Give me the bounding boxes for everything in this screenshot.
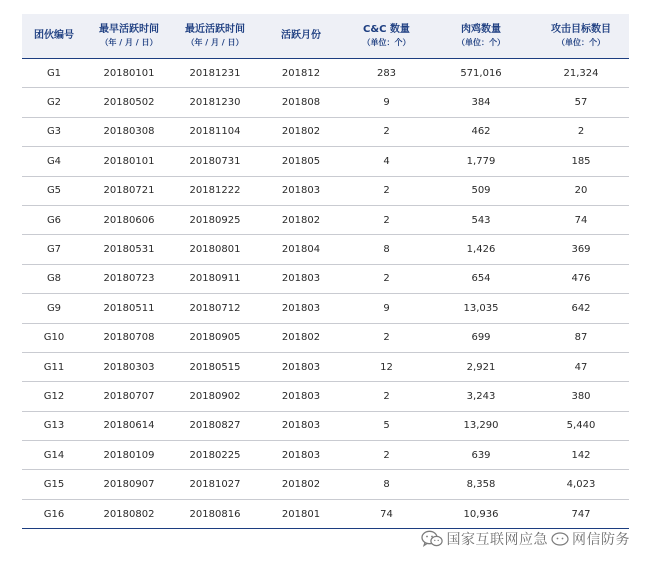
table-cell: 20180816 <box>172 499 258 528</box>
column-header <box>172 14 258 59</box>
table-cell: 8 <box>344 235 429 264</box>
table-cell: G13 <box>22 411 86 440</box>
table-cell: 380 <box>533 382 629 411</box>
table-cell: 571,016 <box>429 59 533 88</box>
table-cell: 20180109 <box>86 441 172 470</box>
table-row <box>22 88 629 117</box>
column-header-label: 最近活跃时间 <box>185 24 245 35</box>
table-row <box>22 117 629 146</box>
table-row <box>22 499 629 528</box>
table-cell: 57 <box>533 88 629 117</box>
table-cell: 201808 <box>258 88 344 117</box>
table-cell: 201805 <box>258 147 344 176</box>
table-cell: 9 <box>344 294 429 323</box>
table-cell: 5,440 <box>533 411 629 440</box>
table-cell: G5 <box>22 176 86 205</box>
table-cell: 639 <box>429 441 533 470</box>
table-cell: 20180606 <box>86 205 172 234</box>
table-row <box>22 470 629 499</box>
table-cell: 20180515 <box>172 352 258 381</box>
table-cell: G9 <box>22 294 86 323</box>
table-cell: 20181027 <box>172 470 258 499</box>
table-cell: 2,921 <box>429 352 533 381</box>
table-cell: 201802 <box>258 205 344 234</box>
column-header-unit: （单位：个） <box>362 38 411 47</box>
table-cell: 74 <box>533 205 629 234</box>
table-cell: 201812 <box>258 59 344 88</box>
table-cell: 462 <box>429 117 533 146</box>
table-cell: 283 <box>344 59 429 88</box>
column-header-unit: （年 / 月 / 日） <box>186 38 244 47</box>
column-header <box>533 14 629 59</box>
column-header <box>344 14 429 59</box>
table-cell: G3 <box>22 117 86 146</box>
table-cell: 2 <box>344 176 429 205</box>
table-cell: G16 <box>22 499 86 528</box>
data-table-container <box>22 14 629 529</box>
column-header-label: 活跃月份 <box>281 30 321 41</box>
table-cell: 20180911 <box>172 264 258 293</box>
table-row <box>22 411 629 440</box>
table-row <box>22 323 629 352</box>
table-cell: 4,023 <box>533 470 629 499</box>
table-cell: 185 <box>533 147 629 176</box>
table-cell: 20180308 <box>86 117 172 146</box>
table-row <box>22 176 629 205</box>
table-cell: 201804 <box>258 235 344 264</box>
table-cell: 509 <box>429 176 533 205</box>
table-cell: 20181230 <box>172 88 258 117</box>
table-cell: 20180801 <box>172 235 258 264</box>
column-header <box>429 14 533 59</box>
table-body <box>22 59 629 529</box>
table-cell: 10,936 <box>429 499 533 528</box>
column-header <box>258 14 344 59</box>
table-cell: 543 <box>429 205 533 234</box>
watermark <box>421 529 631 549</box>
table-cell: G15 <box>22 470 86 499</box>
table-cell: 747 <box>533 499 629 528</box>
table-cell: 20180907 <box>86 470 172 499</box>
column-header-label: 团伙编号 <box>34 30 74 41</box>
table-cell: 4 <box>344 147 429 176</box>
column-header-unit: （单位：个） <box>557 38 605 47</box>
table-cell: 20180731 <box>172 147 258 176</box>
table-cell: 2 <box>344 117 429 146</box>
wechat-separator-icon <box>550 531 570 547</box>
table-cell: 20180101 <box>86 147 172 176</box>
table-cell: 12 <box>344 352 429 381</box>
table-cell: 20180225 <box>172 441 258 470</box>
table-row <box>22 294 629 323</box>
table-cell: 21,324 <box>533 59 629 88</box>
column-header-label: C&C 数量 <box>363 24 410 35</box>
table-cell: 201803 <box>258 176 344 205</box>
table-cell: 20 <box>533 176 629 205</box>
column-header-label: 肉鸡数量 <box>461 24 501 35</box>
table-row <box>22 441 629 470</box>
table-cell: 201802 <box>258 470 344 499</box>
table-cell: G1 <box>22 59 86 88</box>
table-cell: 2 <box>533 117 629 146</box>
table-cell: 20180707 <box>86 382 172 411</box>
watermark-text-right: 网信防务 <box>572 532 630 548</box>
table-cell: 20180303 <box>86 352 172 381</box>
watermark-text-left: 国家互联网应急 <box>446 532 548 548</box>
table-cell: 2 <box>344 382 429 411</box>
table-cell: G10 <box>22 323 86 352</box>
table-row <box>22 59 629 88</box>
table-cell: 642 <box>533 294 629 323</box>
table-row <box>22 264 629 293</box>
table-cell: G12 <box>22 382 86 411</box>
table-cell: 20181222 <box>172 176 258 205</box>
table-cell: G8 <box>22 264 86 293</box>
table-cell: 20180723 <box>86 264 172 293</box>
table-cell: 201802 <box>258 117 344 146</box>
table-row <box>22 205 629 234</box>
column-header-label: 最早活跃时间 <box>99 24 159 35</box>
table-row <box>22 235 629 264</box>
table-cell: 201803 <box>258 441 344 470</box>
table-cell: 9 <box>344 88 429 117</box>
table-cell: 2 <box>344 441 429 470</box>
column-header <box>86 14 172 59</box>
table-cell: 201803 <box>258 294 344 323</box>
table-cell: 20180905 <box>172 323 258 352</box>
table-cell: 201803 <box>258 264 344 293</box>
table-cell: G6 <box>22 205 86 234</box>
table-cell: G11 <box>22 352 86 381</box>
table-cell: G14 <box>22 441 86 470</box>
column-header <box>22 14 86 59</box>
table-cell: 20180902 <box>172 382 258 411</box>
table-cell: 20180925 <box>172 205 258 234</box>
table-cell: 369 <box>533 235 629 264</box>
table-cell: 20181104 <box>172 117 258 146</box>
table-cell: 476 <box>533 264 629 293</box>
table-cell: 13,035 <box>429 294 533 323</box>
table-cell: 5 <box>344 411 429 440</box>
table-cell: 20180712 <box>172 294 258 323</box>
table-cell: 201803 <box>258 411 344 440</box>
table-cell: G2 <box>22 88 86 117</box>
table-cell: G7 <box>22 235 86 264</box>
table-cell: 3,243 <box>429 382 533 411</box>
table-cell: 8 <box>344 470 429 499</box>
table-cell: 142 <box>533 441 629 470</box>
column-header-label: 攻击目标数目 <box>551 24 611 35</box>
column-header-unit: （年 / 月 / 日） <box>100 38 158 47</box>
table-cell: 201802 <box>258 323 344 352</box>
header-row <box>22 14 629 59</box>
table-cell: 201803 <box>258 352 344 381</box>
table-cell: 20180502 <box>86 88 172 117</box>
wechat-icon <box>421 530 443 548</box>
table-cell: 699 <box>429 323 533 352</box>
table-row <box>22 352 629 381</box>
table-cell: 201803 <box>258 382 344 411</box>
table-cell: 87 <box>533 323 629 352</box>
table-cell: 20180531 <box>86 235 172 264</box>
table-cell: 8,358 <box>429 470 533 499</box>
gang-activity-table <box>22 14 629 529</box>
table-cell: 201801 <box>258 499 344 528</box>
column-header-unit: （单位：个） <box>457 38 505 47</box>
table-cell: 20180614 <box>86 411 172 440</box>
table-cell: G4 <box>22 147 86 176</box>
table-cell: 1,779 <box>429 147 533 176</box>
table-cell: 20180511 <box>86 294 172 323</box>
table-cell: 20180721 <box>86 176 172 205</box>
table-cell: 20180827 <box>172 411 258 440</box>
table-cell: 654 <box>429 264 533 293</box>
table-cell: 20180802 <box>86 499 172 528</box>
table-cell: 47 <box>533 352 629 381</box>
table-cell: 2 <box>344 205 429 234</box>
table-cell: 1,426 <box>429 235 533 264</box>
table-header <box>22 14 629 59</box>
table-row <box>22 382 629 411</box>
table-cell: 20180101 <box>86 59 172 88</box>
table-cell: 2 <box>344 323 429 352</box>
table-cell: 20181231 <box>172 59 258 88</box>
table-cell: 13,290 <box>429 411 533 440</box>
table-row <box>22 147 629 176</box>
table-cell: 384 <box>429 88 533 117</box>
table-cell: 2 <box>344 264 429 293</box>
table-cell: 74 <box>344 499 429 528</box>
table-cell: 20180708 <box>86 323 172 352</box>
